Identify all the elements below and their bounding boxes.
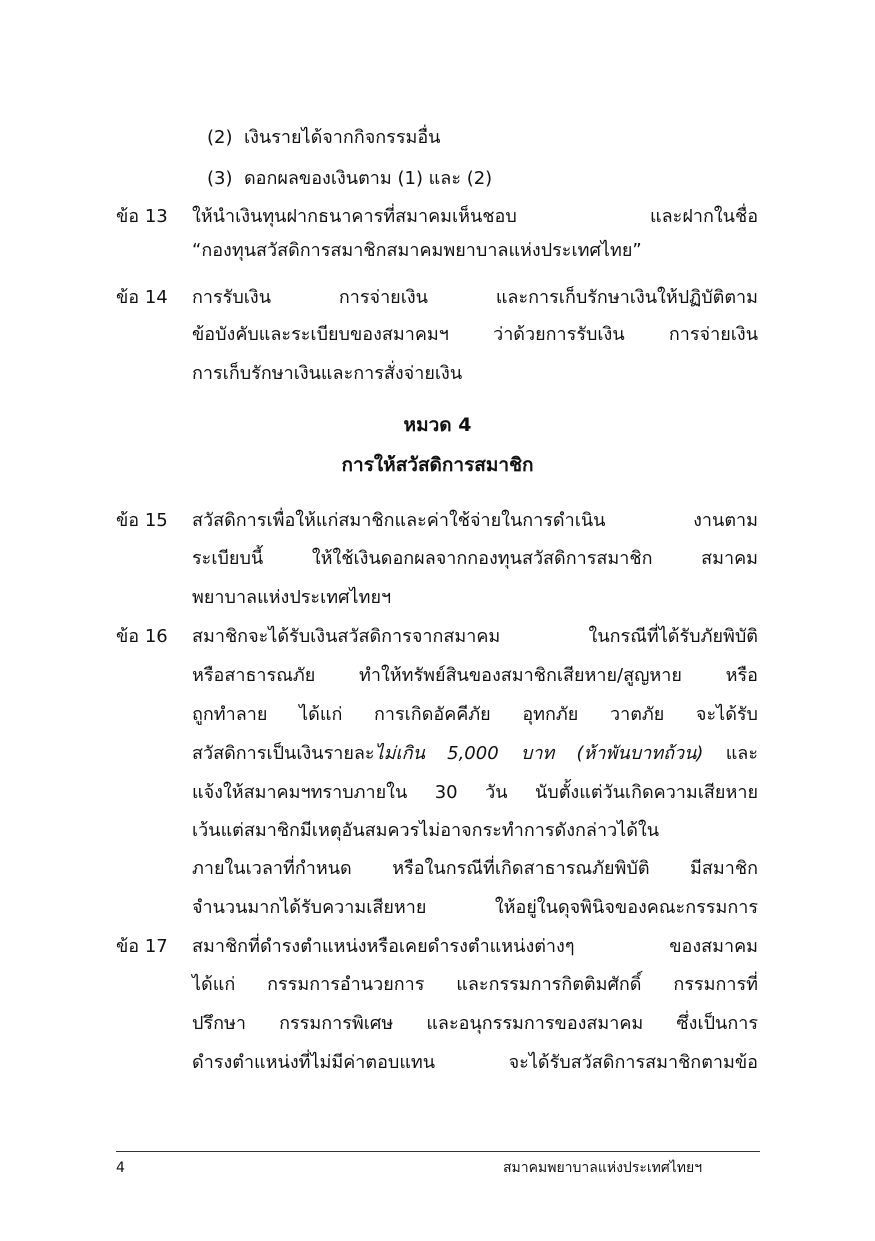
- clause-16-line: จำนวนมากได้รับความเสียหาย ให้อยู่ในดุจพินิจของคณะกรรมการ: [192, 897, 758, 918]
- clause-16-number: ข้อ 16: [116, 626, 168, 647]
- page-number: 4: [116, 1160, 125, 1176]
- amount-limit: ไม่เกิน 5,000 บาท (ห้าพันบาทถ้วน): [374, 743, 704, 764]
- footer-publisher: สมาคมพยาบาลแห่งประเทศไทยฯ: [503, 1160, 703, 1176]
- item-text: เงินรายได้จากกิจกรรมอื่น: [243, 127, 441, 148]
- chapter-label: หมวด 4: [403, 414, 472, 436]
- item-3: [207, 167, 492, 191]
- clause-17-line: ดำรงตำแหน่งที่ไม่มีค่าตอบแทน จะได้รับสวัสดิการสมาชิกตามข้อ: [192, 1052, 758, 1073]
- clause-14-line: การเก็บรักษาเงินและการสั่งจ่ายเงิน: [192, 363, 463, 384]
- amount-suffix: และ: [725, 743, 758, 764]
- item-marker: (2): [207, 127, 233, 148]
- clause-14-line: ข้อบังคับและระเบียบของสมาคมฯ ว่าด้วยการรับเงิน การจ่ายเงิน: [192, 324, 758, 345]
- clause-17-line: สมาชิกที่ดำรงตำแหน่งหรือเคยดำรงตำแหน่งต่างๆ ของสมาคม: [192, 936, 758, 957]
- clause-14-line: การรับเงิน การจ่ายเงิน และการเก็บรักษาเงินให้ปฏิบัติตาม: [192, 287, 758, 308]
- chapter-title: การให้สวัสดิการสมาชิก: [341, 454, 534, 476]
- item-marker: (3): [207, 168, 233, 189]
- amount-prefix: สวัสดิการเป็นเงินรายละ: [192, 743, 375, 764]
- clause-13-line: “กองทุนสวัสดิการสมาชิกสมาคมพยาบาลแห่งประเทศไทย”: [192, 240, 642, 261]
- item-text: ดอกผลของเงินตาม (1) และ (2): [243, 168, 493, 189]
- clause-16-line: สมาชิกจะได้รับเงินสวัสดิการจากสมาคม ในกรณีที่ได้รับภัยพิบัติ: [192, 626, 758, 647]
- clause-13-line: ให้นำเงินทุนฝากธนาคารที่สมาคมเห็นชอบ และฝากในชื่อ: [192, 206, 758, 227]
- clause-17-line: ได้แก่ กรรมการอำนวยการ และกรรมการกิตติมศักดิ์ กรรมการที่: [192, 974, 758, 995]
- clause-15-line: ระเบียบนี้ ให้ใช้เงินดอกผลจากกองทุนสวัสดิการสมาชิก สมาคม: [192, 548, 758, 569]
- clause-16-line: ถูกทำลาย ได้แก่ การเกิดอัคคีภัย อุทกภัย วาตภัย จะได้รับ: [192, 704, 758, 725]
- clause-16-line: แจ้งให้สมาคมฯทราบภายใน 30 วัน นับตั้งแต่วันเกิดความเสียหาย: [192, 782, 758, 803]
- clause-15-number: ข้อ 15: [116, 510, 168, 531]
- clause-16-line-amount: [192, 742, 758, 766]
- clause-15-line: สวัสดิการเพื่อให้แก่สมาชิกและค่าใช้จ่ายในการดำเนิน งานตาม: [192, 510, 758, 531]
- clause-16-line: ภายในเวลาที่กำหนด หรือในกรณีที่เกิดสาธารณภัยพิบัติ มีสมาชิก: [192, 858, 758, 879]
- clause-16-line: หรือสาธารณภัย ทำให้ทรัพย์สินของสมาชิกเสียหาย/สูญหาย หรือ: [192, 665, 758, 686]
- clause-16-line: เว้นแต่สมาชิกมีเหตุอันสมควรไม่อาจกระทำการดังกล่าวได้ใน: [192, 820, 660, 841]
- footer-divider: [116, 1151, 760, 1152]
- clause-14-number: ข้อ 14: [116, 287, 168, 308]
- clause-17-number: ข้อ 17: [116, 936, 168, 957]
- clause-17-line: ปรึกษา กรรมการพิเศษ และอนุกรรมการของสมาคม ซึ่งเป็นการ: [192, 1013, 758, 1034]
- clause-15-line: พยาบาลแห่งประเทศไทยฯ: [192, 587, 392, 608]
- item-2: [207, 126, 440, 150]
- clause-13-number: ข้อ 13: [116, 206, 168, 227]
